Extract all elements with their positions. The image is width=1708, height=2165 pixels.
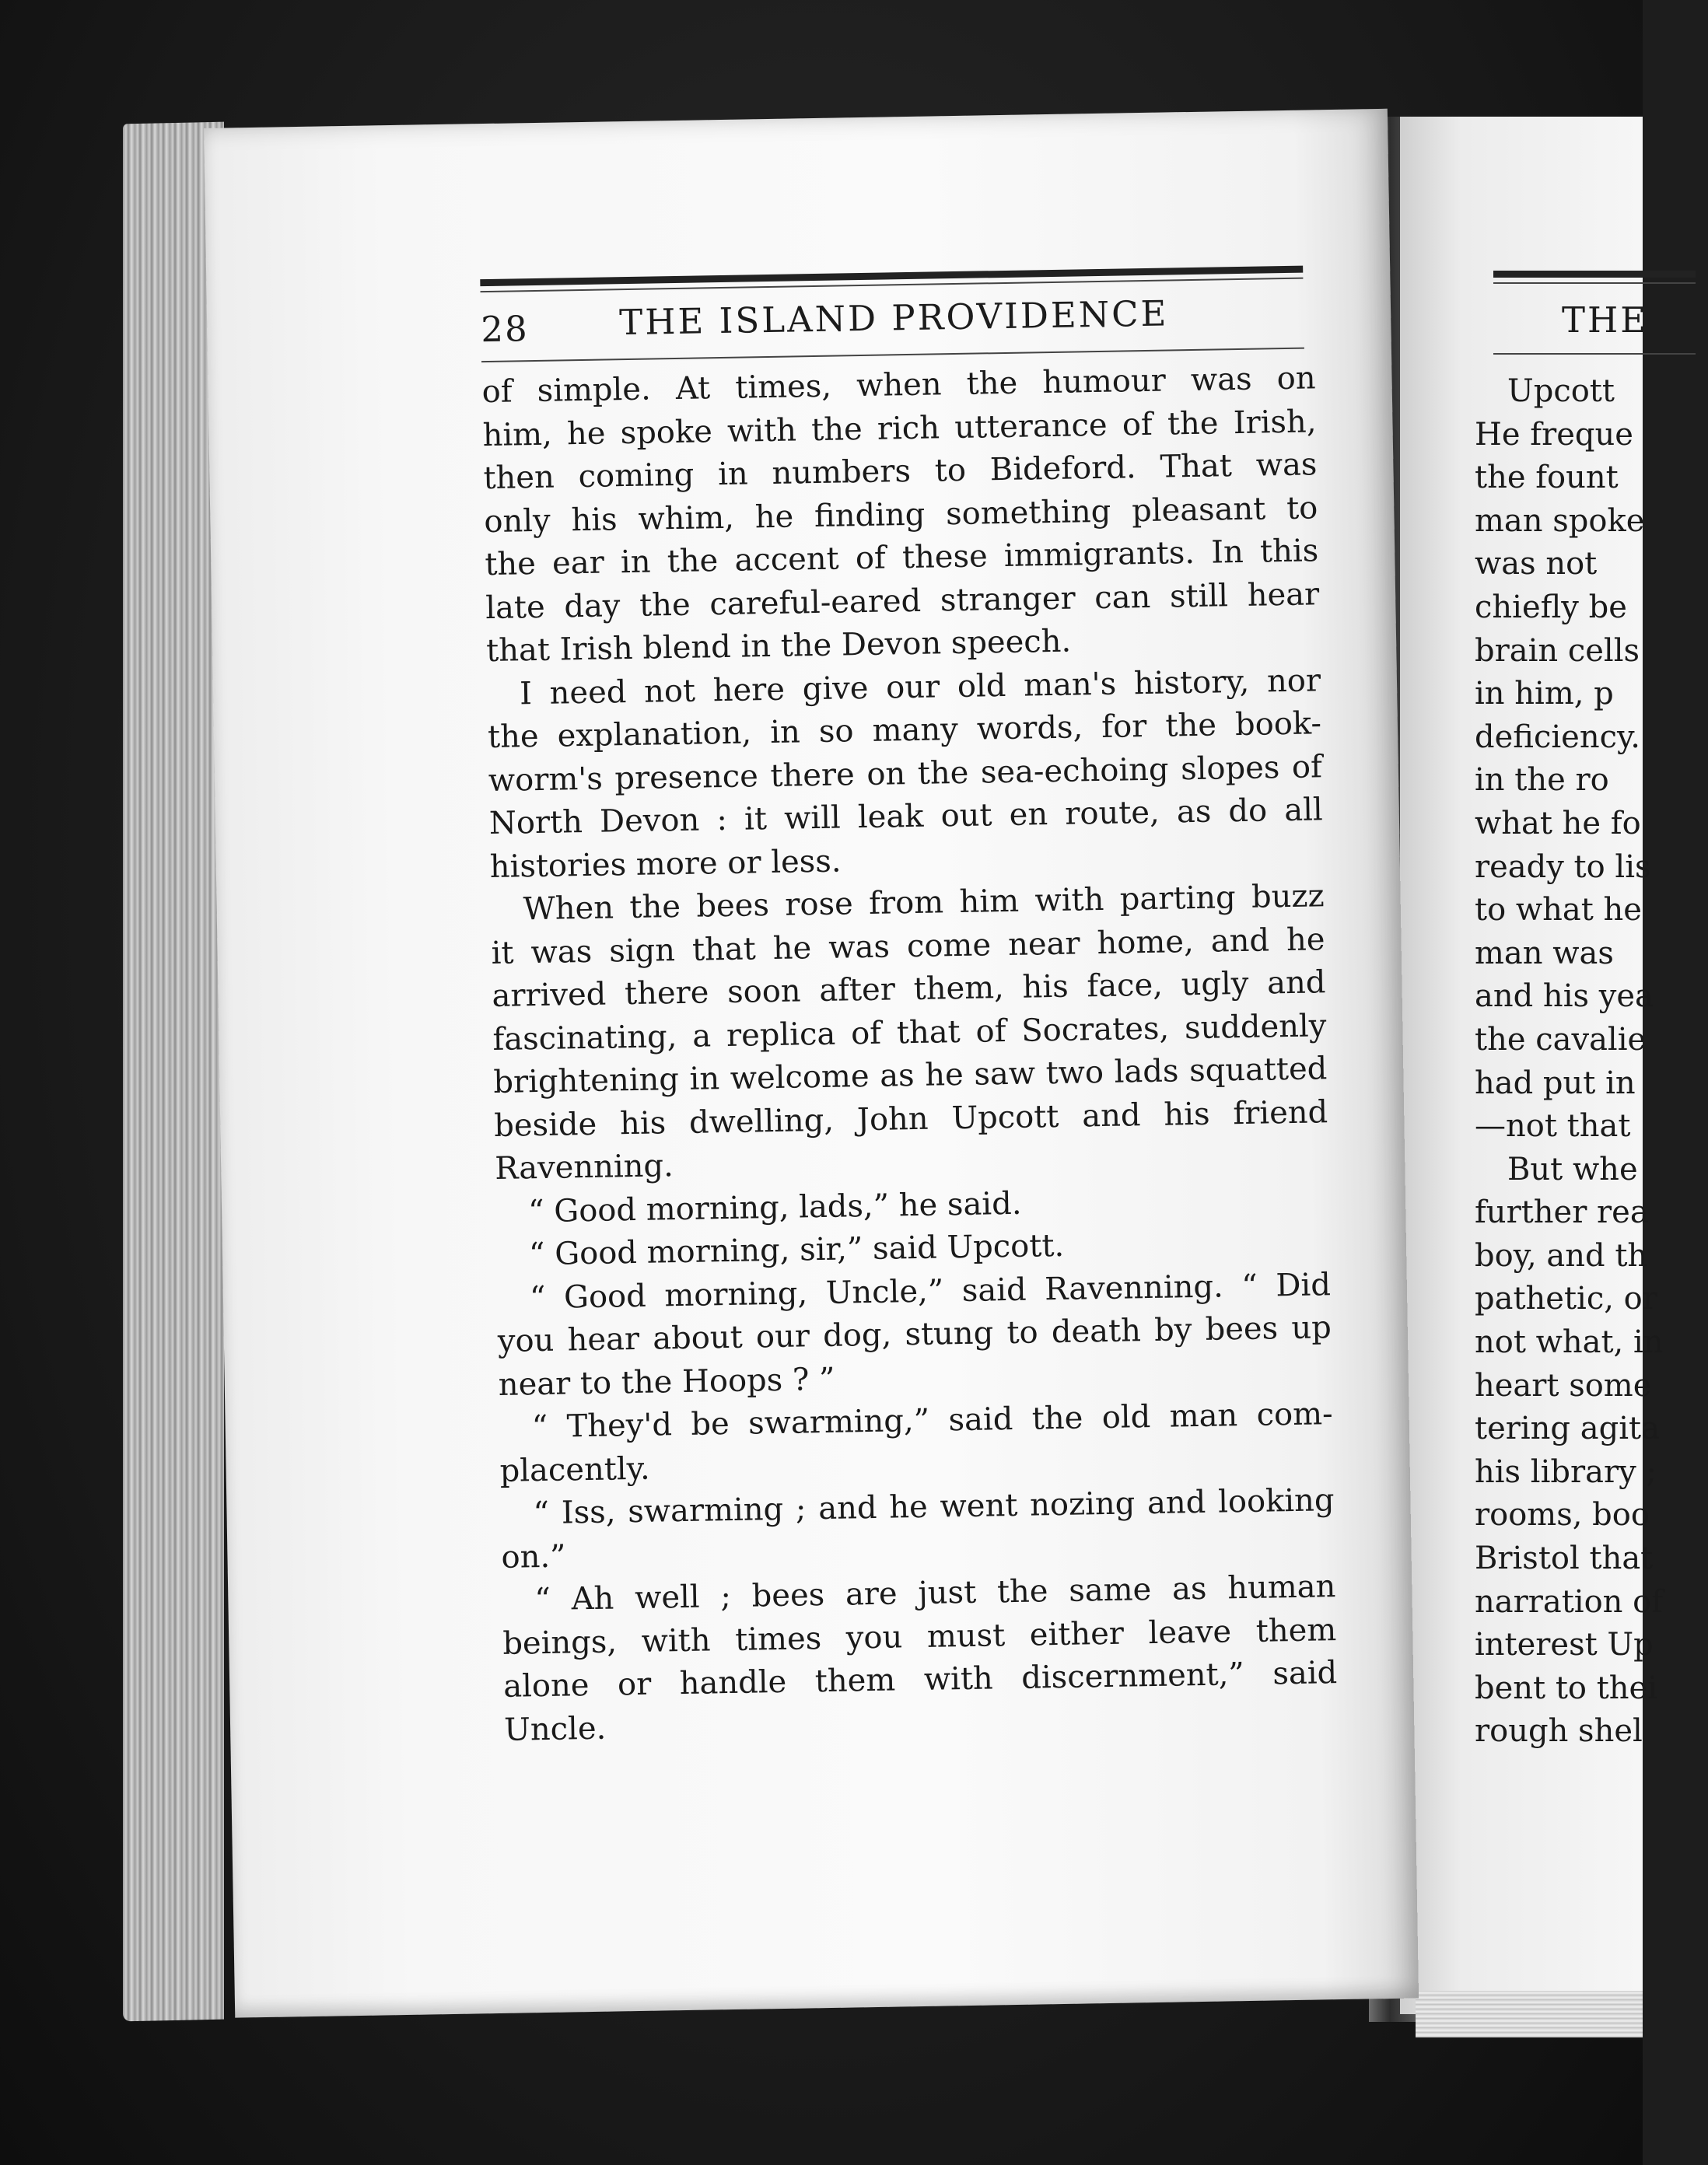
text-line: fascinating, a replica of that of Socrates, suddenly — [492, 1007, 1327, 1058]
text-line: worm's presence there on the sea-echoing slopes of — [488, 748, 1323, 799]
page-number: 28 — [480, 308, 530, 351]
text-line: heart some — [1475, 1367, 1652, 1404]
text-line: man was — [1475, 935, 1614, 971]
text-line: you hear about our dog, stung to death by bees up — [497, 1310, 1332, 1359]
header-rule — [480, 266, 1303, 287]
right-running-title: THE — [1562, 299, 1649, 341]
text-line: in him, p — [1475, 676, 1614, 712]
text-line: Ravenning. — [494, 1148, 674, 1187]
text-line: Upcott — [1507, 373, 1615, 409]
text-line: “ Good morning, lads,” he said. — [527, 1185, 1022, 1229]
right-header-rule — [1493, 271, 1696, 278]
text-line: North Devon : it will leak out en route, as do all — [488, 792, 1324, 842]
page-header — [481, 291, 1304, 359]
text-line: man spoke — [1475, 502, 1645, 539]
right-header-underline — [1493, 353, 1696, 355]
text-line: and his yea — [1475, 978, 1654, 1015]
text-line: that Irish blend in the Devon speech. — [485, 623, 1072, 670]
text-line: alone or handle them with discernment,” said — [502, 1655, 1338, 1705]
right-page-edges — [1416, 1991, 1643, 2037]
running-title: THE ISLAND PROVIDENCE — [618, 292, 1169, 344]
left-page — [204, 109, 1419, 2018]
text-line: deficiency. — [1475, 719, 1640, 755]
text-line: ready to lis — [1475, 848, 1651, 885]
text-line: the explanation, in so many words, for the book- — [487, 705, 1322, 756]
text-line: his library ; — [1475, 1453, 1657, 1490]
text-line: placently. — [499, 1450, 650, 1489]
text-line: When the bees rose from him with parting buzz — [523, 878, 1325, 928]
text-line: then coming in numbers to Bideford. That was — [483, 446, 1318, 497]
text-line: only his whim, he finding something pleasant to — [484, 489, 1318, 540]
text-line: beside his dwelling, John Upcott and his friend — [493, 1093, 1328, 1144]
text-line: Bristol that — [1475, 1541, 1654, 1577]
text-line: of simple. At times, when the humour was on — [481, 360, 1316, 411]
text-line: near to the Hoops ? ” — [498, 1361, 835, 1403]
text-line: on.” — [501, 1538, 566, 1576]
left-body-text — [481, 357, 1338, 1752]
text-line: brightening in welcome as he saw two lads squatted — [493, 1051, 1328, 1100]
text-line: brain cells — [1475, 632, 1640, 669]
text-line: “ Iss, swarming ; and he went nozing and looking — [533, 1482, 1335, 1532]
text-line: in the ro — [1475, 762, 1609, 799]
text-line: what he fo — [1475, 805, 1641, 841]
right-page — [1400, 117, 1664, 2014]
text-line: I need not here give our old man's history, nor — [519, 662, 1321, 712]
text-line: further rea — [1475, 1194, 1649, 1231]
text-line: “ Good morning, Uncle,” said Ravenning. “ Did — [529, 1266, 1332, 1316]
text-line: He freque — [1475, 416, 1633, 453]
text-line: “ Good morning, sir,” said Upcott. — [528, 1227, 1065, 1273]
text-line: rooms, boo — [1475, 1497, 1650, 1534]
text-line: it was sign that he was come near home, and he — [491, 921, 1325, 971]
text-line: pathetic, or — [1475, 1281, 1657, 1317]
text-line: to what he — [1475, 892, 1642, 929]
text-line: not what, in — [1475, 1324, 1664, 1361]
text-line: —not that — [1475, 1108, 1631, 1145]
text-line: bent to thei — [1475, 1670, 1657, 1706]
text-line: arrived there soon after them, his face, ugly and — [492, 964, 1326, 1015]
text-line: interest Up — [1475, 1627, 1654, 1663]
text-line: late day the careful-eared stranger can still hear — [485, 575, 1320, 626]
text-line: narration of — [1475, 1583, 1664, 1620]
text-line: “ Ah well ; bees are just the same as human — [534, 1569, 1336, 1618]
text-line: had put in — [1475, 1065, 1636, 1101]
text-line: Uncle. — [503, 1710, 607, 1748]
text-line: But whe — [1507, 1151, 1638, 1187]
text-line: tering agita — [1475, 1411, 1660, 1447]
text-line: beings, with times you must either leave them — [502, 1611, 1337, 1662]
text-line: chiefly be — [1475, 589, 1627, 625]
text-line: boy, and th — [1475, 1237, 1648, 1274]
text-line: rough shel — [1475, 1713, 1643, 1750]
text-line: him, he spoke with the rich utterance of the Irish, — [482, 403, 1317, 453]
text-line: the cavalie — [1475, 1021, 1647, 1058]
text-line: “ They'd be swarming,” said the old man com- — [531, 1396, 1333, 1446]
right-header-rule-thin — [1493, 282, 1696, 284]
text-line: the fount — [1475, 460, 1619, 496]
text-line: the ear in the accent of these immigrants. In this — [484, 533, 1319, 583]
right-body-text — [1475, 370, 1708, 1754]
text-line: was not — [1475, 546, 1598, 582]
text-line: histories more or less. — [489, 843, 842, 885]
